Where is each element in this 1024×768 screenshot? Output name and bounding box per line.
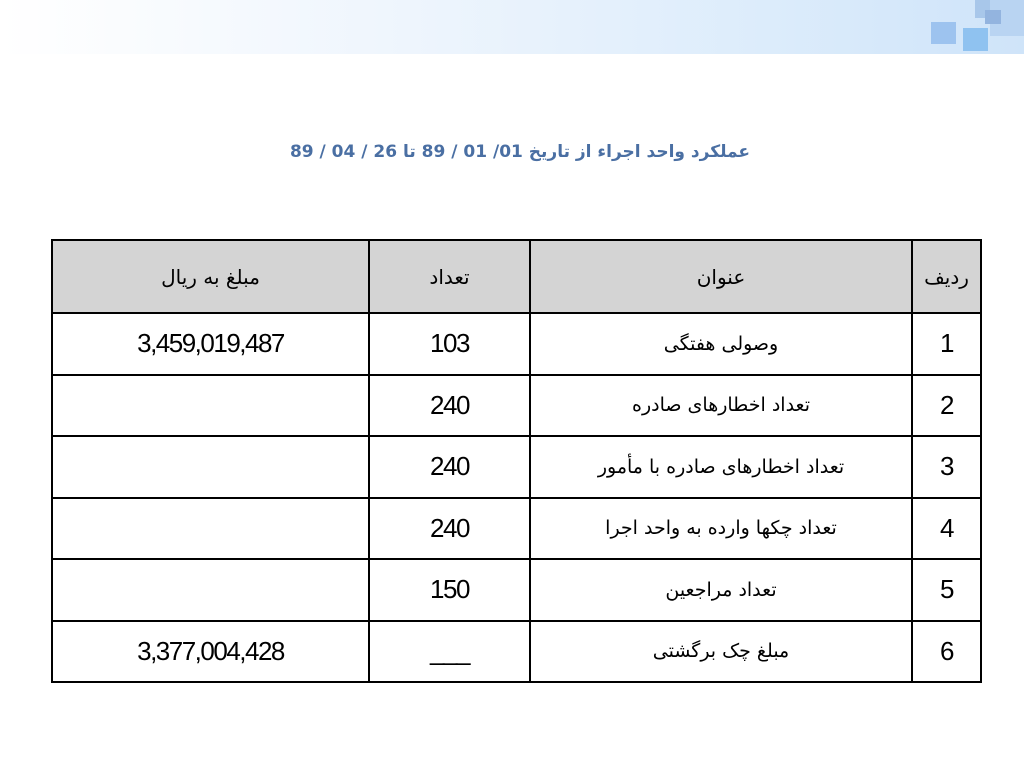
cell-row-number: 3 bbox=[912, 436, 981, 498]
cell-title: مبلغ چک برگشتی bbox=[530, 621, 912, 683]
cell-row-number: 6 bbox=[912, 621, 981, 683]
decorative-square bbox=[931, 22, 956, 44]
header-amount: مبلغ به ریال bbox=[52, 240, 369, 313]
cell-amount: 3,459,019,487 bbox=[52, 313, 369, 375]
cell-amount bbox=[52, 375, 369, 437]
cell-row-number: 5 bbox=[912, 559, 981, 621]
cell-amount bbox=[52, 498, 369, 560]
cell-count: 150 bbox=[369, 559, 530, 621]
decorative-square bbox=[985, 10, 1001, 24]
header-count: تعداد bbox=[369, 240, 530, 313]
table-row bbox=[52, 559, 981, 621]
table-row bbox=[52, 621, 981, 683]
cell-amount bbox=[52, 559, 369, 621]
table-row bbox=[52, 313, 981, 375]
performance-table bbox=[51, 239, 982, 683]
cell-count: 240 bbox=[369, 436, 530, 498]
table-header-row bbox=[52, 240, 981, 313]
slide-title: عملکرد واحد اجراء از تاریخ 01/ 01 / 89 تا 26 / 04 / 89 bbox=[289, 142, 751, 162]
cell-amount: 3,377,004,428 bbox=[52, 621, 369, 683]
header-title: عنوان bbox=[530, 240, 912, 313]
cell-row-number: 4 bbox=[912, 498, 981, 560]
cell-count: ___ bbox=[369, 621, 530, 683]
header-band bbox=[0, 0, 1024, 54]
cell-row-number: 1 bbox=[912, 313, 981, 375]
decorative-square bbox=[963, 28, 988, 51]
cell-amount bbox=[52, 436, 369, 498]
table-row bbox=[52, 375, 981, 437]
table-row bbox=[52, 436, 981, 498]
cell-title: تعداد اخطارهای صادره bbox=[530, 375, 912, 437]
cell-title: تعداد اخطارهای صادره با مأمور bbox=[530, 436, 912, 498]
cell-count: 240 bbox=[369, 375, 530, 437]
cell-title: تعداد چکها وارده به واحد اجرا bbox=[530, 498, 912, 560]
cell-title: وصولی هفتگی bbox=[530, 313, 912, 375]
cell-row-number: 2 bbox=[912, 375, 981, 437]
table-row bbox=[52, 498, 981, 560]
cell-title: تعداد مراجعین bbox=[530, 559, 912, 621]
cell-count: 103 bbox=[369, 313, 530, 375]
cell-count: 240 bbox=[369, 498, 530, 560]
header-row: ردیف bbox=[912, 240, 981, 313]
